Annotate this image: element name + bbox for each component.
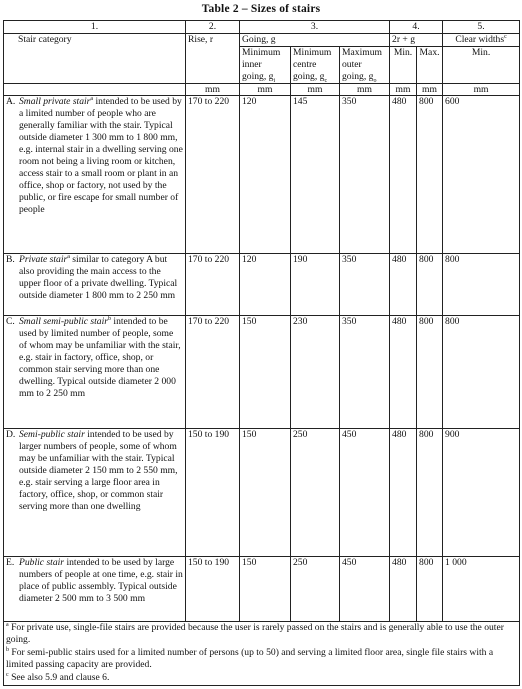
- centre-going-d: 250: [291, 429, 340, 557]
- clear-width-d: 900: [443, 429, 520, 557]
- footnote-b: [6, 647, 517, 671]
- unit-inner: mm: [240, 83, 291, 96]
- max-2rg-e: 800: [417, 557, 443, 622]
- max-2rg-d: 800: [417, 429, 443, 557]
- min-inner-sub: i: [273, 77, 276, 84]
- header-min: Min.: [390, 46, 417, 83]
- outer-going-d: 450: [340, 429, 390, 557]
- stair-text: intended to be used by large numbers of people at one time, e.g. stair in place of public assembly. Typical outside diameter 2 500 mm to 3 500 mm: [19, 557, 183, 605]
- header-max-outer-going: [340, 46, 390, 83]
- table-row-e: [4, 557, 520, 622]
- table-row-c: [4, 316, 520, 429]
- header-rise: Rise, r: [186, 33, 240, 83]
- row-letter: E.: [6, 557, 15, 569]
- header-min-width: Min.: [443, 46, 520, 83]
- rise-d: 150 to 190: [186, 429, 240, 557]
- stair-category-a: [4, 96, 186, 254]
- header-2r-g: 2r + g: [390, 33, 443, 46]
- min-centre-sub: c: [324, 77, 328, 84]
- header-row: [4, 33, 520, 46]
- rise-b: 170 to 220: [186, 254, 240, 316]
- centre-going-c: 230: [291, 316, 340, 429]
- footnotes-row: [4, 622, 520, 686]
- outer-going-e: 450: [340, 557, 390, 622]
- min-inner-label: Minimum inner going, g: [242, 46, 281, 82]
- min-2rg-d: 480: [390, 429, 417, 557]
- footnote-mark: a: [67, 254, 70, 261]
- footnote-mark: a: [90, 96, 94, 103]
- table-row-b: [4, 254, 520, 316]
- inner-going-c: 150: [240, 316, 291, 429]
- header-clear-widths-mark: c: [504, 33, 507, 40]
- outer-going-b: 350: [340, 254, 390, 316]
- footnote-c: [6, 672, 517, 684]
- inner-going-e: 150: [240, 557, 291, 622]
- col-number-2: 2.: [186, 21, 240, 34]
- max-2rg-c: 800: [417, 316, 443, 429]
- clear-width-b: 800: [443, 254, 520, 316]
- min-2rg-a: 480: [390, 96, 417, 254]
- centre-going-e: 250: [291, 557, 340, 622]
- clear-width-e: 1 000: [443, 557, 520, 622]
- footnote-a-mark: a: [6, 622, 9, 629]
- rise-e: 150 to 190: [186, 557, 240, 622]
- stair-name: Small semi-public stair: [19, 316, 109, 328]
- table-row-d: [4, 429, 520, 557]
- min-2rg-c: 480: [390, 316, 417, 429]
- footnote-a: [6, 622, 517, 646]
- row-letter: B.: [6, 254, 15, 266]
- footnote-b-text: For semi-public stairs used for a limited number of persons (up to 50) and serving a limited floor area, single file stairs with a limited passing capacity are provided.: [6, 647, 494, 671]
- table-title: Table 2 – Sizes of stairs: [201, 3, 321, 15]
- rise-c: 170 to 220: [186, 316, 240, 429]
- footnotes-cell: [4, 622, 520, 686]
- stair-category-b: [4, 254, 186, 316]
- row-description: [19, 429, 183, 512]
- inner-going-a: 120: [240, 96, 291, 254]
- row-description: [19, 316, 183, 399]
- table-row-a: [4, 96, 520, 254]
- centre-going-b: 190: [291, 254, 340, 316]
- header-min-inner-going: [240, 46, 291, 83]
- row-letter: D.: [6, 429, 16, 441]
- outer-going-c: 350: [340, 316, 390, 429]
- col-number-5: 5.: [443, 21, 520, 34]
- unit-centre: mm: [291, 83, 340, 96]
- col-number-4: 4.: [390, 21, 443, 34]
- min-2rg-b: 480: [390, 254, 417, 316]
- stair-text: intended to be used by limited number of people, some of whom may be unfamiliar with the stair, e.g. stair in factory, office, shop, or common stair serving more than one dwelling. Typical outside diameter 2 000 mm to 2 250 mm: [19, 316, 181, 399]
- header-clear-widths: [443, 33, 520, 46]
- centre-going-a: 145: [291, 96, 340, 254]
- unit-row: [4, 83, 520, 96]
- footnote-a-text: For private use, single-file stairs are provided because the user is rarely passed on the stairs and is generally able to use the outer going.: [6, 622, 504, 646]
- max-2rg-a: 800: [417, 96, 443, 254]
- stair-category-c: [4, 316, 186, 429]
- header-max: Max.: [417, 46, 443, 83]
- footnote-b-mark: b: [6, 647, 9, 654]
- row-description: [19, 254, 183, 302]
- footnote-c-text: See also 5.9 and clause 6.: [8, 672, 110, 684]
- stair-name: Public stair: [19, 557, 65, 569]
- inner-going-b: 120: [240, 254, 291, 316]
- min-centre-label: Minimum centre going, g: [293, 46, 332, 82]
- stair-category-e: [4, 557, 186, 622]
- clear-width-c: 800: [443, 316, 520, 429]
- header-stair-category: Stair category: [4, 33, 186, 83]
- stair-category-d: [4, 429, 186, 557]
- unit-max: mm: [417, 83, 443, 96]
- unit-min: mm: [390, 83, 417, 96]
- outer-going-a: 350: [340, 96, 390, 254]
- row-description: [19, 96, 183, 215]
- header-min-centre-going: [291, 46, 340, 83]
- inner-going-d: 150: [240, 429, 291, 557]
- clear-width-a: 600: [443, 96, 520, 254]
- footnote-mark: b: [108, 316, 112, 323]
- stair-sizes-table: [3, 20, 520, 686]
- header-going: Going, g: [240, 33, 390, 46]
- row-letter: C.: [6, 316, 15, 328]
- max-outer-sub: o: [373, 77, 377, 84]
- stair-text: intended to be used by a limited number of people who are generally familiar with the stair. Typical outside diameter 1 300 mm to 1 800 mm, e.g. internal stair in a dwelling serving one room not being a living room or kitchen, access stair to a small room or plant in an office, shop or factory, not used by the public, or fire escape for small number of people: [19, 96, 183, 215]
- stair-name: Semi-public stair: [19, 429, 85, 441]
- unit-rise: mm: [186, 83, 240, 96]
- unit-width: mm: [443, 83, 520, 96]
- header-clear-widths-text: Clear widths: [455, 33, 505, 45]
- footnote-c-mark: c: [6, 671, 9, 678]
- stair-text: similar to category A but also providing the main access to the upper floor of a private dwelling. Typical outside diameter 1 800 mm to 2 250 mm: [19, 254, 178, 302]
- stair-name: Private stair: [19, 254, 68, 266]
- stair-text: intended to be used by larger numbers of people, some of whom may be unfamiliar with the stair. Typical outside diameter 2 150 mm to 2 550 mm, e.g. stair serving a large floor area in factory, office, shop, or common stair serving more than one dwelling: [19, 429, 178, 512]
- col-number-3: 3.: [240, 21, 390, 34]
- unit-outer: mm: [340, 83, 390, 96]
- column-number-row: [4, 21, 520, 34]
- col-number-1: 1.: [4, 21, 186, 34]
- row-description: [19, 557, 183, 605]
- max-outer-label: Maximum outer going, g: [342, 46, 382, 82]
- min-2rg-e: 480: [390, 557, 417, 622]
- unit-cell-empty: [4, 83, 186, 96]
- rise-a: 170 to 220: [186, 96, 240, 254]
- row-letter: A.: [6, 96, 16, 108]
- max-2rg-b: 800: [417, 254, 443, 316]
- stair-name: Small private stair: [19, 96, 91, 108]
